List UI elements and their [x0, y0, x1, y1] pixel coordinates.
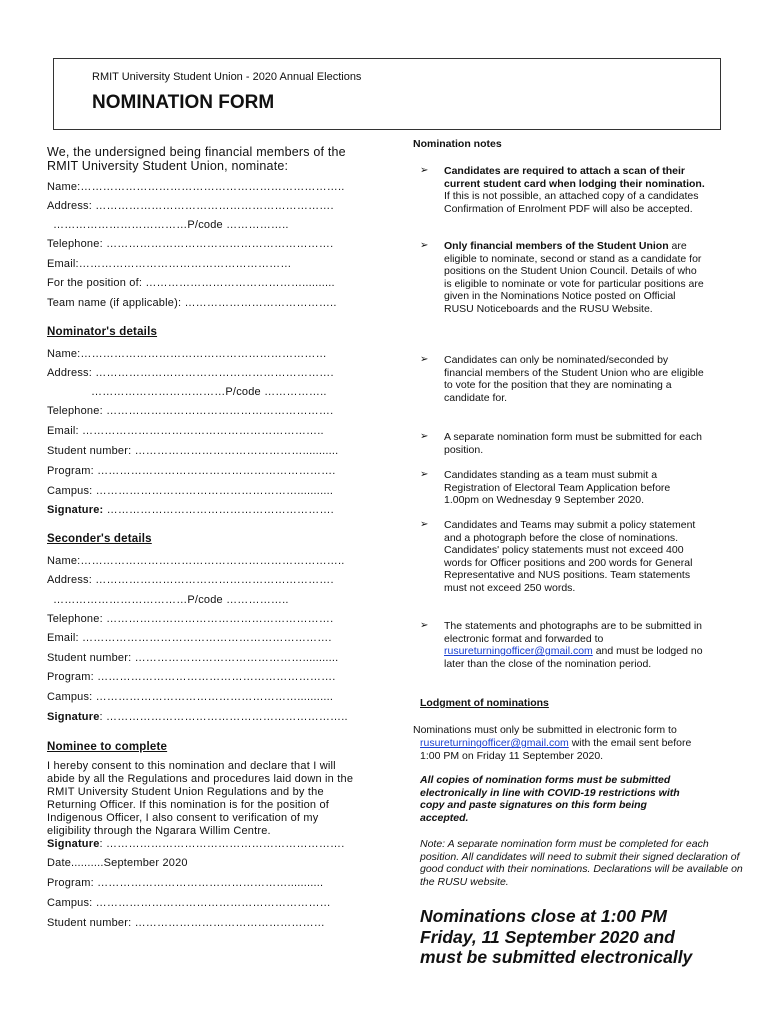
seconder-campus-field[interactable]: Campus: ………………………………………………...........	[47, 691, 334, 703]
nominator-student-number-field[interactable]: Student number: ………………………………………...........	[47, 445, 339, 457]
nominee-complete-heading: Nominee to complete	[47, 741, 168, 753]
note-7-text-pre: The statements and photographs are to be submitted in electronic format and forwarded to	[444, 620, 702, 645]
nominator-signature-field[interactable]	[47, 504, 334, 516]
note-6-text: Candidates and Teams may submit a policy statement and a photograph before the close of nominations. Candidates' policy statements must not exceed 400 words for Officer positions and 200 words for General Representative and NUS positions. Team statements must not exceed 250 words.	[444, 519, 696, 594]
nominee-email-field[interactable]: Email:…………………………………………………	[47, 258, 292, 270]
nominator-address-field[interactable]: Address: ……………………………………………………….	[47, 367, 334, 379]
right-column	[413, 0, 743, 1024]
lodgment-line-3: 1:00 PM on Friday 11 September 2020.	[420, 750, 604, 762]
nominator-name-field[interactable]: Name:…………………………………………………………	[47, 348, 327, 360]
seconder-student-number-field[interactable]: Student number: ………………………………………...........	[47, 652, 339, 664]
nominator-heading: Nominator's details	[47, 326, 158, 338]
note-4-text: A separate nomination form must be submitted for each position.	[444, 431, 702, 456]
seconder-address-field[interactable]: Address: ……………………………………………………….	[47, 574, 334, 586]
nominee-student-number-field[interactable]: Student number: ……………………………………………	[47, 917, 325, 929]
nominee-name-field[interactable]: Name:……………………………………………………………..	[47, 181, 345, 193]
separate-form-note: Note: A separate nomination form must be completed for each position. All candidates will need to submit their signed declaration of good conduct with their nominations. Declarations will be available on the RUSU website.	[420, 838, 743, 888]
note-5-text: Candidates standing as a team must submit a Registration of Electoral Team Application before 1.00pm on Wednesday 9 September 2020.	[444, 469, 671, 507]
seconder-program-field[interactable]: Program: ……………………………………………………….	[47, 671, 336, 683]
note-2-bold: Only financial members of the Student Union	[444, 240, 669, 252]
seconder-postcode-field[interactable]: ………………………………P/code ……………..	[53, 594, 289, 606]
consent-line-5: Indigenous Officer, I also consent to verification of my	[47, 812, 319, 824]
consent-line-6: eligibility through the Ngarara Willim Centre.	[47, 825, 271, 837]
lodgment-email-link[interactable]: rusureturningofficer@gmail.com	[420, 737, 569, 749]
bullet-arrow-icon: ➢	[420, 165, 429, 176]
consent-line-2: abide by all the Regulations and procedures laid down in the	[47, 773, 354, 785]
consent-line-1: I hereby consent to this nomination and declare that I will	[47, 760, 336, 772]
bullet-arrow-icon: ➢	[420, 431, 429, 442]
nominator-postcode-field[interactable]: ………………………………P/code ……………..	[91, 386, 327, 398]
note-3-text: Candidates can only be nominated/seconded by financial members of the Student Union who are eligible to vote for the position that they are nominating a candidate for.	[444, 354, 704, 404]
notes-title: Nomination notes	[413, 138, 502, 150]
nominee-campus-field[interactable]: Campus: ………………………………………………………	[47, 897, 331, 909]
seconder-signature-field[interactable]	[47, 711, 348, 723]
intro-line-2: RMIT University Student Union, nominate:	[47, 159, 289, 173]
seconder-email-field[interactable]: Email: ………………………………………………………….	[47, 632, 332, 644]
nominee-signature-label: Signature	[47, 838, 100, 850]
consent-line-3: RMIT University Student Union Regulations and by the	[47, 786, 324, 798]
form-subtitle: RMIT University Student Union - 2020 Annual Elections	[92, 71, 362, 83]
page-title: NOMINATION FORM	[92, 92, 275, 113]
closing-notice: Nominations close at 1:00 PM Friday, 11 September 2020 and must be submitted electronically	[420, 906, 693, 967]
nominator-telephone-field[interactable]: Telephone: …………………………………………………….	[47, 405, 334, 417]
note-1-bold: Candidates are required to attach a scan of their current student card when lodging their nomination.	[444, 165, 705, 190]
bullet-arrow-icon: ➢	[420, 354, 429, 365]
bullet-arrow-icon: ➢	[420, 620, 429, 631]
nominator-campus-field[interactable]: Campus: ………………………………………………...........	[47, 485, 334, 497]
bullet-arrow-icon: ➢	[420, 469, 429, 480]
nominee-postcode-field[interactable]: ………………………………P/code ……………..	[53, 219, 289, 231]
note-1-text: If this is not possible, an attached copy of a candidates Confirmation of Enrolment PDF will also be accepted.	[444, 190, 699, 215]
seconder-signature-label: Signature	[47, 711, 100, 723]
returning-officer-email-link[interactable]: rusureturningofficer@gmail.com	[444, 645, 593, 658]
intro-line-1: We, the undersigned being financial members of the	[47, 145, 346, 159]
nominator-email-field[interactable]: Email: ………………………………………………………..	[47, 425, 324, 437]
note-7-text-post: and must be lodged no later than the close of the nomination period.	[444, 645, 703, 670]
seconder-heading: Seconder's details	[47, 533, 152, 545]
nominee-date-field[interactable]: Date..........September 2020	[47, 857, 188, 869]
note-2-text: are eligible to nominate, second or stand as a candidate for positions on the Student Union Council. Details of who is eligible to nominate or vote for particular positions are given in the Nominations Notice posted on Official RUSU Noticeboards and the RUSU Website.	[444, 240, 704, 315]
nominee-address-field[interactable]: Address: ……………………………………………………….	[47, 200, 334, 212]
seconder-telephone-field[interactable]: Telephone: …………………………………………………….	[47, 613, 334, 625]
nominee-program-field[interactable]: Program: ……………………………………………...........	[47, 877, 324, 889]
seconder-signature-dots: : ………………………………………………………..	[99, 711, 348, 723]
nominator-program-field[interactable]: Program: ……………………………………………………….	[47, 465, 336, 477]
nominator-signature-dots: …………………………………………………….	[103, 504, 334, 516]
nominee-telephone-field[interactable]: Telephone: …………………………………………………….	[47, 238, 334, 250]
left-column	[47, 0, 357, 1024]
bullet-arrow-icon: ➢	[420, 240, 429, 251]
nominee-signature-dots: : ……………………………………………………….	[99, 838, 345, 850]
lodgment-line-2-post: with the email sent before	[568, 737, 692, 749]
nominee-signature-field[interactable]	[47, 838, 345, 850]
consent-line-4: Returning Officer. If this nomination is for the position of	[47, 799, 330, 811]
bullet-arrow-icon: ➢	[420, 519, 429, 530]
lodgment-line-1: Nominations must only be submitted in electronic form to	[413, 724, 677, 736]
nominee-position-field[interactable]: For the position of: ……………………………………..........	[47, 277, 335, 289]
nominee-team-field[interactable]: Team name (if applicable): …………………………………..	[47, 297, 337, 309]
lodgment-heading: Lodgment of nominations	[420, 697, 549, 709]
covid-notice: All copies of nomination forms must be submitted electronically in line with COVID-19 restrictions with copy and paste signatures on this form being accepted.	[420, 774, 680, 824]
lodgment-line-2	[420, 737, 691, 749]
seconder-name-field[interactable]: Name:……………………………………………………………..	[47, 555, 345, 567]
nominator-signature-label: Signature:	[47, 504, 104, 516]
